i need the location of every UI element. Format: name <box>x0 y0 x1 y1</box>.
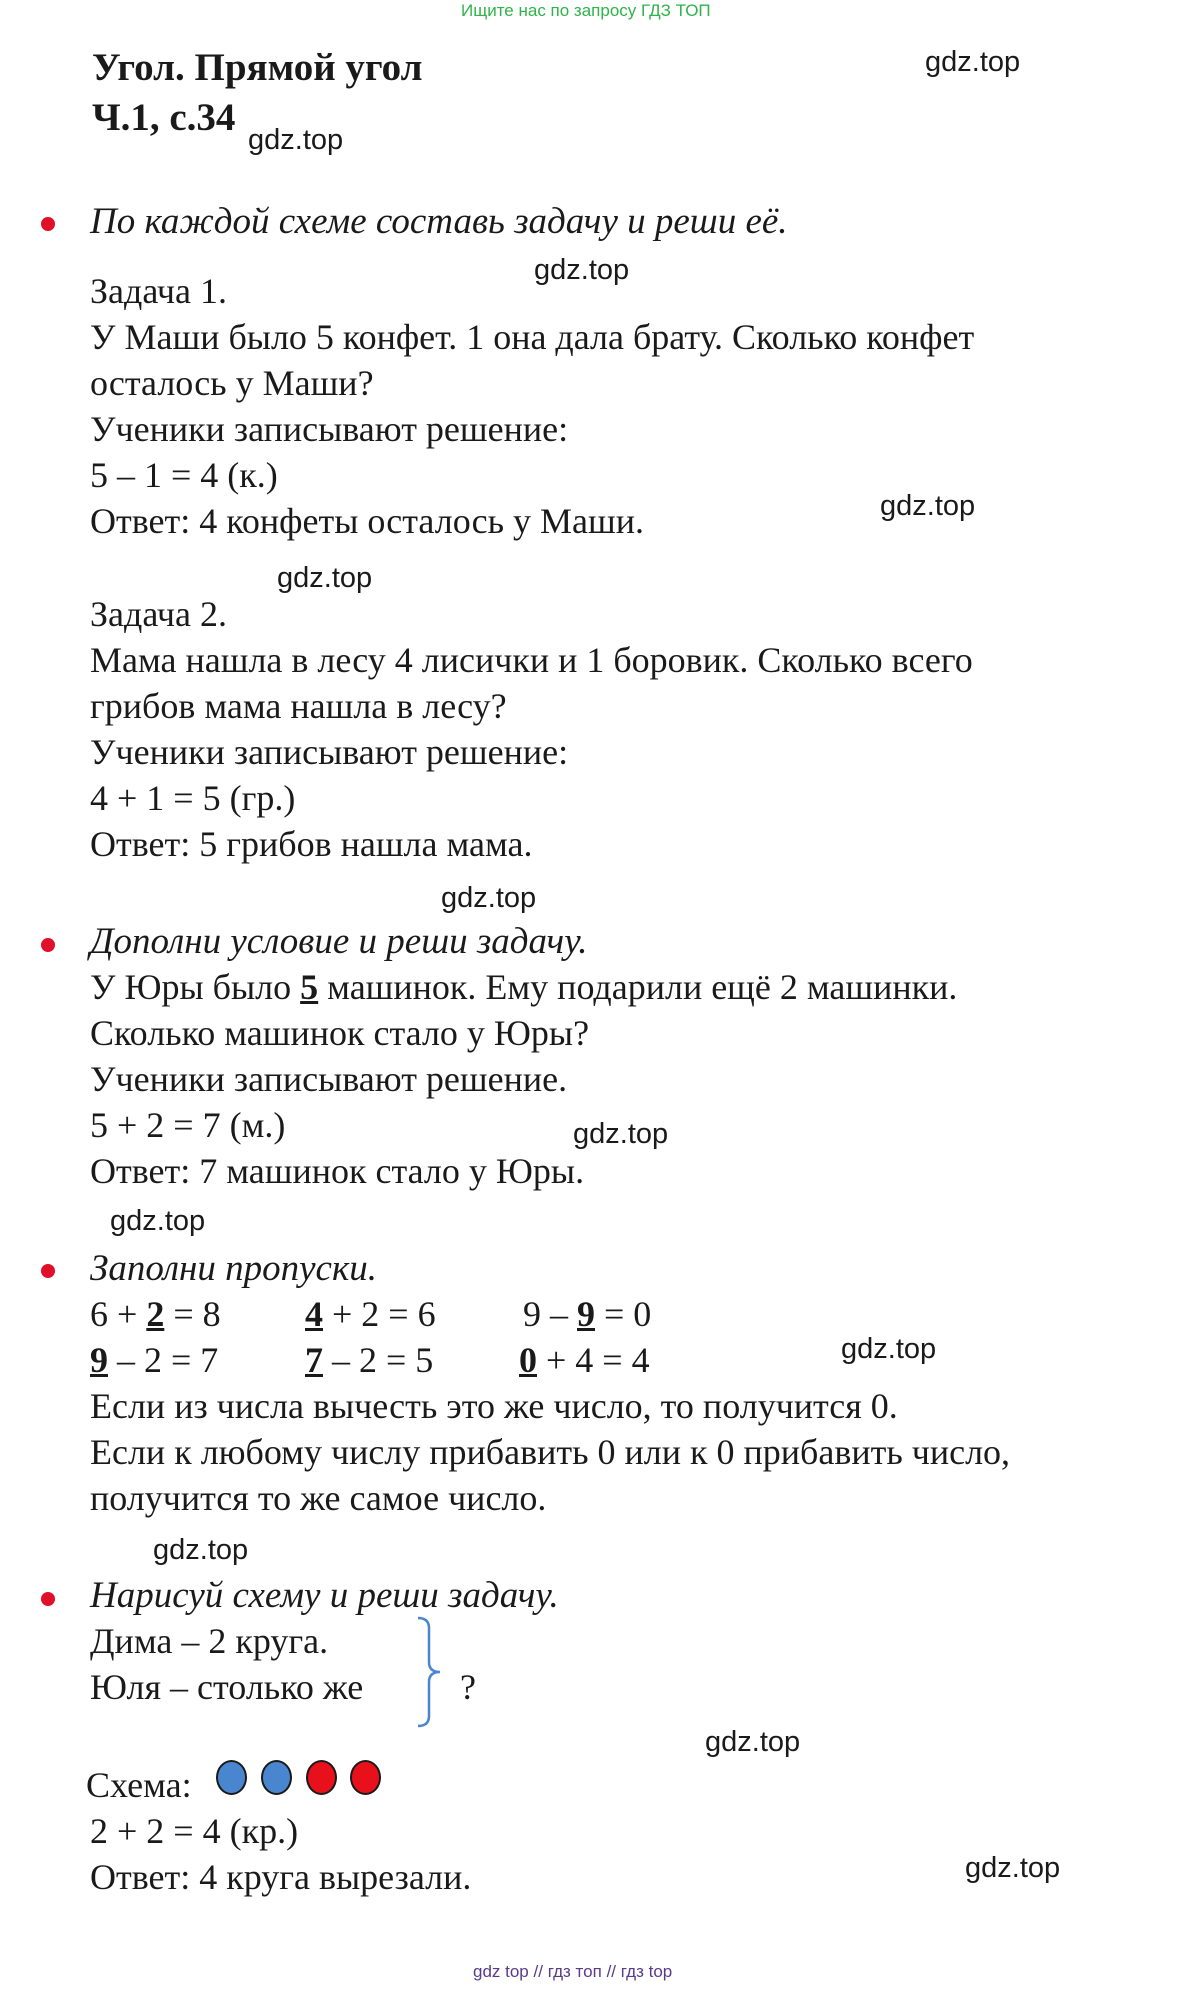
section4-answer: Ответ: 4 круга вырезали. <box>90 1857 472 1897</box>
section3-heading: Заполни пропуски. <box>90 1248 378 1289</box>
eq-answer: 9 <box>577 1294 595 1334</box>
task2-answer: Ответ: 5 грибов нашла мама. <box>90 824 533 864</box>
curly-brace-icon <box>416 1616 444 1728</box>
section4-line2: Юля – столько же <box>90 1667 364 1707</box>
eq-answer: 2 <box>146 1294 165 1334</box>
task1-solution: 5 – 1 = 4 (к.) <box>90 455 278 495</box>
scheme-circle-red <box>350 1760 381 1795</box>
watermark: gdz.top <box>880 490 976 522</box>
watermark: gdz.top <box>573 1118 669 1150</box>
section4-heading: Нарисуй схему и реши задачу. <box>90 1575 559 1616</box>
task1-label: Задача 1. <box>90 271 227 311</box>
task2-intro: Ученики записывают решение: <box>90 732 569 772</box>
section2-intro: Ученики записывают решение. <box>90 1059 568 1099</box>
watermark: gdz.top <box>965 1852 1061 1884</box>
watermark: gdz.top <box>705 1726 801 1758</box>
section2-line1-end: машинок. Ему подарили ещё 2 машинки. <box>327 967 958 1007</box>
task1-answer: Ответ: 4 конфеты осталось у Маши. <box>90 501 644 541</box>
eq-text: + 2 = 6 <box>332 1294 436 1334</box>
rule-1: Если из числа вычесть это же число, то получится 0. <box>90 1386 898 1426</box>
task1-line2: осталось у Маши? <box>90 363 374 403</box>
bullet-icon <box>41 938 55 952</box>
watermark: gdz.top <box>441 882 537 914</box>
section2-line2: Сколько машинок стало у Юры? <box>90 1013 590 1053</box>
page-title: Угол. Прямой угол <box>92 46 423 89</box>
equation-4 <box>90 1339 218 1381</box>
watermark: gdz.top <box>534 254 630 286</box>
equation-1 <box>90 1293 221 1335</box>
section2-filled-number: 5 <box>300 967 319 1007</box>
bullet-icon <box>41 217 55 231</box>
equation-6 <box>519 1339 650 1381</box>
section2-answer: Ответ: 7 машинок стало у Юры. <box>90 1151 585 1191</box>
section4-solution: 2 + 2 = 4 (кр.) <box>90 1811 299 1851</box>
equation-3 <box>523 1293 651 1335</box>
section2-heading: Дополни условие и реши задачу. <box>90 921 588 962</box>
task2-line1: Мама нашла в лесу 4 лисички и 1 боровик. Сколько всего <box>90 640 973 680</box>
eq-answer: 9 <box>90 1340 108 1380</box>
footer-link[interactable]: гдз top <box>620 1962 673 1981</box>
footer-link[interactable]: гдз топ <box>547 1962 602 1981</box>
section2-solution: 5 + 2 = 7 (м.) <box>90 1105 286 1145</box>
task1-line1: У Маши было 5 конфет. 1 она дала брату. Сколько конфет <box>90 317 975 357</box>
eq-text: 6 + <box>90 1294 138 1334</box>
bullet-icon <box>41 1264 55 1278</box>
section4-line1: Дима – 2 круга. <box>90 1621 329 1661</box>
eq-text: – 2 = 7 <box>117 1340 219 1380</box>
equation-5 <box>305 1339 433 1381</box>
scheme-circle-red <box>306 1760 337 1795</box>
rule-2b: получится то же самое число. <box>90 1478 547 1518</box>
eq-text: – 2 = 5 <box>332 1340 434 1380</box>
watermark: gdz.top <box>248 124 344 156</box>
footer-separator: // <box>533 1962 543 1981</box>
watermark: gdz.top <box>277 562 373 594</box>
watermark: gdz.top <box>925 46 1021 78</box>
watermark: gdz.top <box>841 1333 937 1365</box>
eq-answer: 7 <box>305 1340 323 1380</box>
question-mark: ? <box>460 1667 476 1707</box>
rule-2a: Если к любому числу прибавить 0 или к 0 прибавить число, <box>90 1432 1011 1472</box>
footer-links <box>473 1962 672 1982</box>
eq-text: 9 – <box>523 1294 568 1334</box>
eq-text: = 8 <box>173 1294 221 1334</box>
eq-answer: 0 <box>519 1340 537 1380</box>
eq-answer: 4 <box>305 1294 323 1334</box>
promo-banner[interactable]: Ищите нас по запросу ГДЗ ТОП <box>461 1 711 20</box>
page-subtitle: Ч.1, с.34 <box>92 96 236 139</box>
watermark: gdz.top <box>110 1205 206 1237</box>
scheme-circle-blue <box>261 1760 292 1795</box>
equation-2 <box>305 1293 436 1335</box>
scheme-label: Схема: <box>86 1765 192 1805</box>
section1-heading: По каждой схеме составь задачу и реши её. <box>90 201 788 242</box>
task2-line2: грибов мама нашла в лесу? <box>90 686 507 726</box>
task1-intro: Ученики записывают решение: <box>90 409 569 449</box>
bullet-icon <box>41 1592 55 1606</box>
eq-text: = 0 <box>604 1294 652 1334</box>
task2-label: Задача 2. <box>90 594 227 634</box>
section2-line1 <box>90 966 957 1008</box>
task2-solution: 4 + 1 = 5 (гр.) <box>90 778 296 818</box>
section2-line1-start: У Юры было <box>90 967 292 1007</box>
watermark: gdz.top <box>153 1534 249 1566</box>
eq-text: + 4 = 4 <box>546 1340 650 1380</box>
footer-separator: // <box>606 1962 617 1981</box>
scheme-circle-blue <box>216 1760 247 1795</box>
footer-link[interactable]: gdz top <box>473 1962 529 1981</box>
